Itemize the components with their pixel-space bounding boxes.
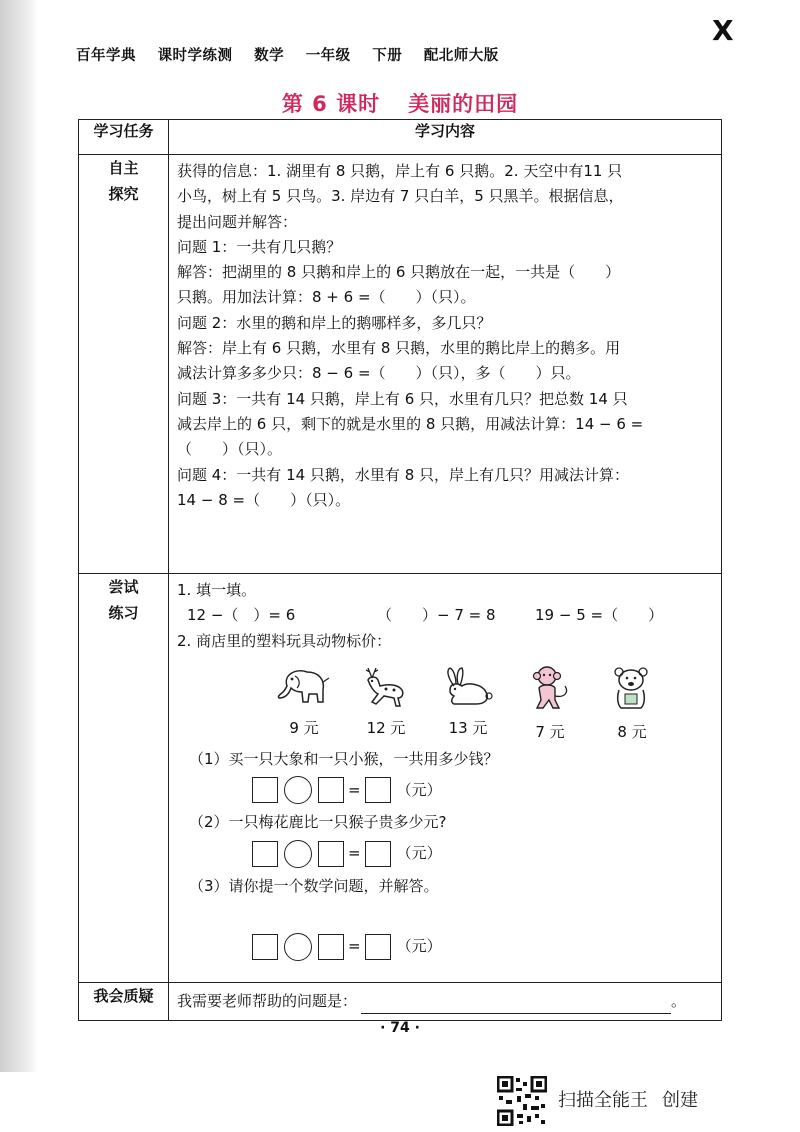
header-series-2: 课时学练测 <box>157 48 233 64</box>
animal-item <box>345 664 427 745</box>
text-line: 小鸟，树上有 5 只鸟。3. 岸边有 7 只白羊，5 只黑羊。根据信息， <box>177 187 624 206</box>
lesson-name: 美丽的田园 <box>408 92 519 116</box>
equals-sign: = <box>348 780 361 799</box>
text-line: 减去岸上的 6 只，剩下的就是水里的 8 只鹅，用减法计算：14 − 6 = <box>177 414 644 433</box>
equation-row-2 <box>252 836 713 872</box>
section-label-practice: 尝试 练习 <box>79 574 169 983</box>
col-header-content: 学习内容 <box>169 120 722 155</box>
operator-circle[interactable] <box>284 776 312 804</box>
answer-line[interactable] <box>361 996 671 1014</box>
text-line: 获得的信息：1. 湖里有 8 只鹅，岸上有 6 只鹅。2. 天空中有11 只 <box>177 162 623 180</box>
answer-box[interactable] <box>252 841 278 867</box>
lesson-title <box>0 88 800 118</box>
animal-item <box>591 664 673 745</box>
bear-icon <box>607 664 657 714</box>
text-line: 减法计算多多少只：8 − 6 =（ ）（只），多（ ）只。 <box>177 364 581 383</box>
animal-item <box>427 664 509 745</box>
section-label-question: 我会质疑 <box>79 983 169 1021</box>
text-line: 问题 1：一共有几只鹅？ <box>177 237 342 256</box>
watermark-action: 创建 <box>662 1090 698 1111</box>
fill-item-1[interactable]: 12 −（ ）= 6 <box>187 606 296 625</box>
rabbit-icon <box>440 664 496 710</box>
result-box[interactable] <box>365 934 391 960</box>
header-series-1: 百年学典 <box>76 48 136 64</box>
header-grade: 一年级 <box>305 48 351 64</box>
watermark-app: 扫描全能王 <box>558 1090 648 1111</box>
corner-mark: X <box>712 14 734 47</box>
unit-label: （元） <box>396 844 442 863</box>
sub-question-2: （2）一只梅花鹿比一只猴子贵多少元? <box>189 813 447 832</box>
animal-item <box>509 664 591 745</box>
header-subject: 数学 <box>254 48 285 64</box>
answer-box[interactable] <box>252 934 278 960</box>
result-box[interactable] <box>365 777 391 803</box>
question-2-title: 2. 商店里的塑料玩具动物标价： <box>177 631 392 650</box>
monkey-icon <box>525 664 575 714</box>
answer-box[interactable] <box>252 777 278 803</box>
price-deer: 12 元 <box>366 718 406 737</box>
elephant-icon <box>273 664 335 710</box>
help-prompt: 我需要老师帮助的问题是： <box>177 991 358 1010</box>
result-box[interactable] <box>365 841 391 867</box>
text-line: 解答：岸上有 6 只鹅，水里有 8 只鹅，水里的鹅比岸上的鹅多。用 <box>177 339 621 358</box>
deer-icon <box>358 664 414 710</box>
unit-label: （元） <box>396 937 442 956</box>
unit-label: （元） <box>396 780 442 799</box>
answer-box[interactable] <box>318 841 344 867</box>
text-line: 问题 2：水里的鹅和岸上的鹅哪样多，多几只？ <box>177 313 492 332</box>
qr-code-icon <box>497 1076 547 1126</box>
section-question-content <box>169 983 722 1021</box>
text-line: 14 − 8 =（ ）（只）。 <box>177 490 351 509</box>
text-line: 只鹅。用加法计算：8 + 6 =（ ）（只）。 <box>177 288 476 307</box>
equals-sign: = <box>348 937 361 956</box>
fill-blanks-row <box>177 603 713 628</box>
price-monkey: 7 元 <box>535 722 565 741</box>
lesson-number: 第 6 课时 <box>281 92 381 116</box>
section-label-explore: 自主 探究 <box>79 155 169 574</box>
answer-box[interactable] <box>318 934 344 960</box>
question-1-title: 1. 填一填。 <box>177 581 257 599</box>
equals-sign: = <box>348 844 361 863</box>
sub-question-3: （3）请你提一个数学问题，并解答。 <box>189 876 439 895</box>
end-mark: 。 <box>671 991 687 1010</box>
fill-item-3[interactable]: 19 − 5 =（ ） <box>535 606 664 625</box>
text-line: 解答：把湖里的 8 只鹅和岸上的 6 只鹅放在一起，一共是（ ） <box>177 263 621 282</box>
equation-row-1 <box>252 772 713 808</box>
text-line: 问题 4：一共有 14 只鹅，水里有 8 只，岸上有几只？用减法计算： <box>177 465 630 484</box>
col-header-task: 学习任务 <box>79 120 169 155</box>
page-number: · 74 · <box>380 1020 420 1036</box>
book-header <box>76 44 515 65</box>
answer-box[interactable] <box>318 777 344 803</box>
equation-row-3 <box>252 929 713 965</box>
scanner-watermark <box>558 1086 698 1112</box>
price-elephant: 9 元 <box>289 718 319 737</box>
text-line: 问题 3：一共有 14 只鹅，岸上有 6 只，水里有几只？把总数 14 只 <box>177 389 628 408</box>
study-table <box>78 119 722 1021</box>
operator-circle[interactable] <box>284 840 312 868</box>
price-bear: 8 元 <box>617 722 647 741</box>
fill-item-2[interactable]: （ ）− 7 = 8 <box>377 606 496 625</box>
text-line: （ ）（只）。 <box>177 440 283 459</box>
operator-circle[interactable] <box>284 933 312 961</box>
text-line: 提出问题并解答： <box>177 212 298 231</box>
section-practice-content <box>169 574 722 983</box>
price-rabbit: 13 元 <box>448 718 488 737</box>
page-edge-shadow <box>0 0 38 1072</box>
header-volume: 下册 <box>372 48 403 64</box>
animal-price-list <box>263 664 713 745</box>
sub-question-1: （1）买一只大象和一只小猴，一共用多少钱？ <box>189 750 499 769</box>
animal-item <box>263 664 345 745</box>
section-explore-content <box>169 155 722 574</box>
header-edition: 配北师大版 <box>423 48 499 64</box>
